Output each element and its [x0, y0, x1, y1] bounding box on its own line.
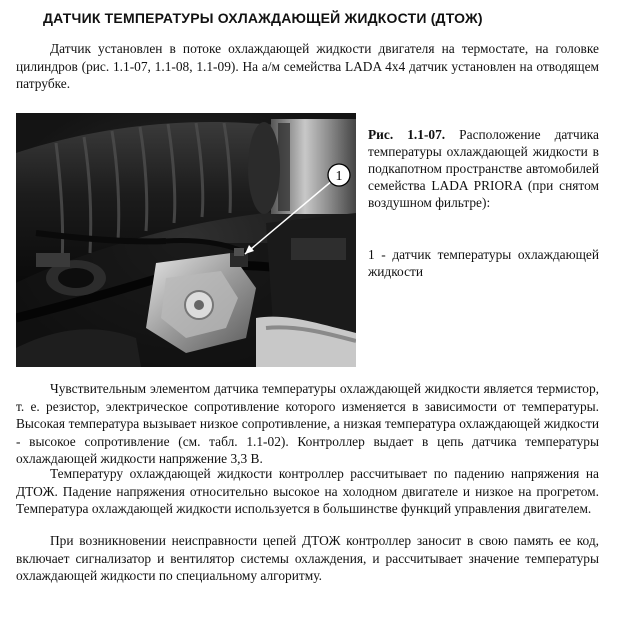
intro-paragraph: Датчик установлен в потоке охлаждающей жидкости двигателя на термостате, на головке цилиндров (рис. 1.1-07, 1.1-08, 1.1-09). На а/м семейства LADA 4x4 датчик установлен на отводящем патрубке. [16, 41, 599, 91]
figure-legend: 1 - датчик температуры охлаждающей жидкости [368, 247, 599, 279]
engine-photo [16, 113, 356, 367]
figure-caption-text: Расположение датчика температуры охлаждающей жидкости в подкапотном пространстве автомобилей семейства LADA PRIORA (при снятом воздушном фильтре): [368, 127, 599, 210]
figure-label: Рис. 1.1-07. [368, 127, 446, 142]
figure-caption [368, 126, 599, 211]
body-paragraph: При возникновении неисправности цепей ДТОЖ контроллер заносит в свою память ее код, включает сигнализатор и вентилятор системы охлаждения, и рассчитывает значение температуры охлаждающей жидкости по специальному алгоритму. [16, 533, 599, 583]
section-heading: ДАТЧИК ТЕМПЕРАТУРЫ ОХЛАЖДАЮЩЕЙ ЖИДКОСТИ (ДТОЖ) [43, 10, 483, 26]
callout-number: 1 [335, 169, 343, 184]
body-paragraph: Температуру охлаждающей жидкости контроллер рассчитывает по падению напряжения на ДТОЖ. Падение напряжения относительно высокое на холодном двигателе и низкое на прогретом. Температура охлаждающей жидкости используется в большинстве функций управления двигателем. [16, 466, 599, 516]
body-paragraph: Чувствительным элементом датчика температуры охлаждающей жидкости является термистор, т. е. резистор, электрическое сопротивление которого изменяется в зависимости от температуры. Высокая температура вызывает низкое сопротивление, а низкая температура охлаждающей жидкости - высокое сопротивление (см. табл. 1.1-02). Контроллер выдает в цепь датчика температуры охлаждающей жидкости напряжение 3,3 В. [16, 381, 599, 466]
